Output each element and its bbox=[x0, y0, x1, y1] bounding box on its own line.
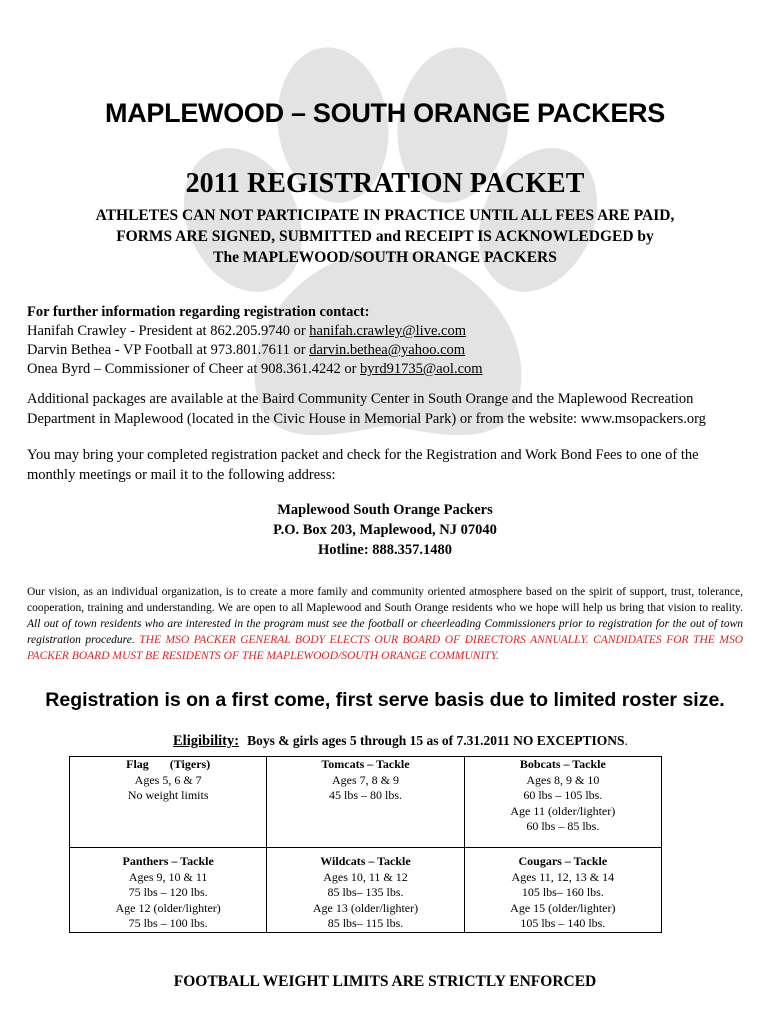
division-line: 75 lbs – 120 lbs. bbox=[128, 885, 208, 899]
vision-text: Our vision, as an individual organization, is to create a more family and community oriented atmosphere based on the spirit of support, trust, tolerance, cooperation, training and understanding. We are open to all Maplewood and South Orange residents who we hope will help us bring that vision to reality. bbox=[27, 586, 743, 614]
contact-text: Hanifah Crawley - President at 862.205.9740 or bbox=[27, 323, 310, 339]
division-cell bbox=[464, 757, 661, 848]
vision-statement bbox=[27, 584, 743, 664]
division-cell bbox=[70, 848, 267, 933]
division-line: Ages 5, 6 & 7 bbox=[134, 772, 202, 787]
address-hotline: Hotline: 888.357.1480 bbox=[317, 542, 453, 558]
division-title: Cougars – Tackle bbox=[518, 854, 608, 868]
division-line: Ages 11, 12, 13 & 14 bbox=[511, 869, 615, 884]
warning-line: FORMS ARE SIGNED, SUBMITTED and RECEIPT IS ACKNOWLEDGED by bbox=[116, 228, 654, 245]
division-line: 105 lbs – 140 lbs. bbox=[520, 916, 606, 930]
division-cell bbox=[267, 848, 464, 933]
division-title: Panthers – Tackle bbox=[122, 854, 214, 868]
contact-text: Darvin Bethea - VP Football at 973.801.7611 or bbox=[27, 342, 310, 358]
eligibility-suffix: . bbox=[624, 733, 628, 748]
contact-heading: For further information regarding registration contact: bbox=[27, 304, 370, 320]
board-notice: THE MSO PACKER GENERAL BODY ELECTS OUR BOARD OF DIRECTORS ANNUALLY. CANDIDATES FOR THE MSO PACKER BOARD MUST BE RESIDENTS OF THE MAPLEWOOD/SOUTH ORANGE COMMUNITY. bbox=[27, 634, 743, 662]
division-line: Age 12 (older/lighter) bbox=[115, 900, 221, 915]
division-line: No weight limits bbox=[127, 788, 209, 802]
eligibility-line bbox=[173, 733, 628, 750]
warning-line: ATHLETES CAN NOT PARTICIPATE IN PRACTICE UNTIL ALL FEES ARE PAID, bbox=[95, 207, 675, 224]
contact-section bbox=[27, 303, 483, 379]
availability-line: Additional packages are available at the Baird Community Center in South Orange and the Maplewood Recreation bbox=[27, 391, 694, 407]
mailing-paragraph bbox=[27, 446, 747, 485]
division-title: Wildcats – Tackle bbox=[320, 854, 411, 868]
division-title: Tomcats – Tackle bbox=[321, 757, 410, 771]
weight-limit-notice: FOOTBALL WEIGHT LIMITS ARE STRICTLY ENFORCED bbox=[173, 973, 597, 990]
out-of-town-note: All out of town residents who are interested in the program must see the football or cheerleading Commissioners prior to registration for the out of town registration procedure. bbox=[27, 618, 743, 646]
participation-warning bbox=[0, 205, 770, 268]
division-title: Flag (Tigers) bbox=[126, 757, 211, 771]
division-line: Age 11 (older/lighter) bbox=[510, 803, 616, 818]
email-link[interactable]: byrd91735@aol.com bbox=[360, 361, 483, 377]
division-line: 85 lbs– 135 lbs. bbox=[327, 885, 404, 899]
division-line: Ages 10, 11 & 12 bbox=[323, 869, 408, 884]
divisions-table bbox=[69, 756, 662, 933]
contact-item bbox=[27, 341, 483, 360]
division-cell bbox=[70, 757, 267, 848]
division-line: Age 13 (older/lighter) bbox=[312, 900, 419, 915]
division-title: Bobcats – Tackle bbox=[519, 757, 606, 771]
division-line: 75 lbs – 100 lbs. bbox=[128, 916, 208, 930]
division-line: 60 lbs – 85 lbs. bbox=[526, 819, 600, 833]
eligibility-label: Eligibility: bbox=[173, 733, 240, 749]
contact-text: Onea Byrd – Commissioner of Cheer at 908.361.4242 or bbox=[27, 361, 361, 377]
availability-line: Department in Maplewood (located in the Civic House in Memorial Park) or from the website: www.msopackers.org bbox=[27, 410, 706, 427]
contact-item bbox=[27, 360, 483, 379]
address-name: Maplewood South Orange Packers bbox=[277, 502, 493, 518]
division-line: 85 lbs– 115 lbs. bbox=[327, 916, 404, 930]
address-po-box: P.O. Box 203, Maplewood, NJ 07040 bbox=[273, 522, 497, 538]
mailing-line: You may bring your completed registration packet and check for the Registration and Work Bond Fees to one of the bbox=[27, 447, 699, 463]
mailing-line: monthly meetings or mail it to the following address: bbox=[27, 466, 336, 483]
eligibility-text: Boys & girls ages 5 through 15 as of 7.31.2011 NO EXCEPTIONS bbox=[247, 733, 625, 748]
division-line: Ages 9, 10 & 11 bbox=[128, 869, 208, 884]
contact-item bbox=[27, 322, 483, 341]
org-title: MAPLEWOOD – SOUTH ORANGE PACKERS bbox=[105, 98, 665, 128]
division-cell bbox=[267, 757, 464, 848]
registration-note: Registration is on a first come, first serve basis due to limited roster size. bbox=[45, 689, 725, 711]
table-row bbox=[70, 757, 662, 848]
packet-title: 2011 REGISTRATION PACKET bbox=[185, 168, 585, 199]
division-cell bbox=[464, 848, 661, 933]
table-row bbox=[70, 848, 662, 933]
warning-line: The MAPLEWOOD/SOUTH ORANGE PACKERS bbox=[213, 249, 557, 266]
division-line: Ages 8, 9 & 10 bbox=[526, 772, 600, 787]
division-line: Age 15 (older/lighter) bbox=[510, 900, 616, 915]
division-line: Ages 7, 8 & 9 bbox=[331, 772, 399, 787]
division-line: 60 lbs – 105 lbs. bbox=[523, 788, 603, 802]
mailing-address bbox=[0, 500, 770, 560]
division-line: 45 lbs – 80 lbs. bbox=[328, 788, 402, 802]
email-link[interactable]: hanifah.crawley@live.com bbox=[309, 323, 466, 339]
division-line: 105 lbs– 160 lbs. bbox=[521, 885, 604, 899]
availability-paragraph bbox=[27, 390, 747, 429]
email-link[interactable]: darvin.bethea@yahoo.com bbox=[309, 342, 466, 358]
